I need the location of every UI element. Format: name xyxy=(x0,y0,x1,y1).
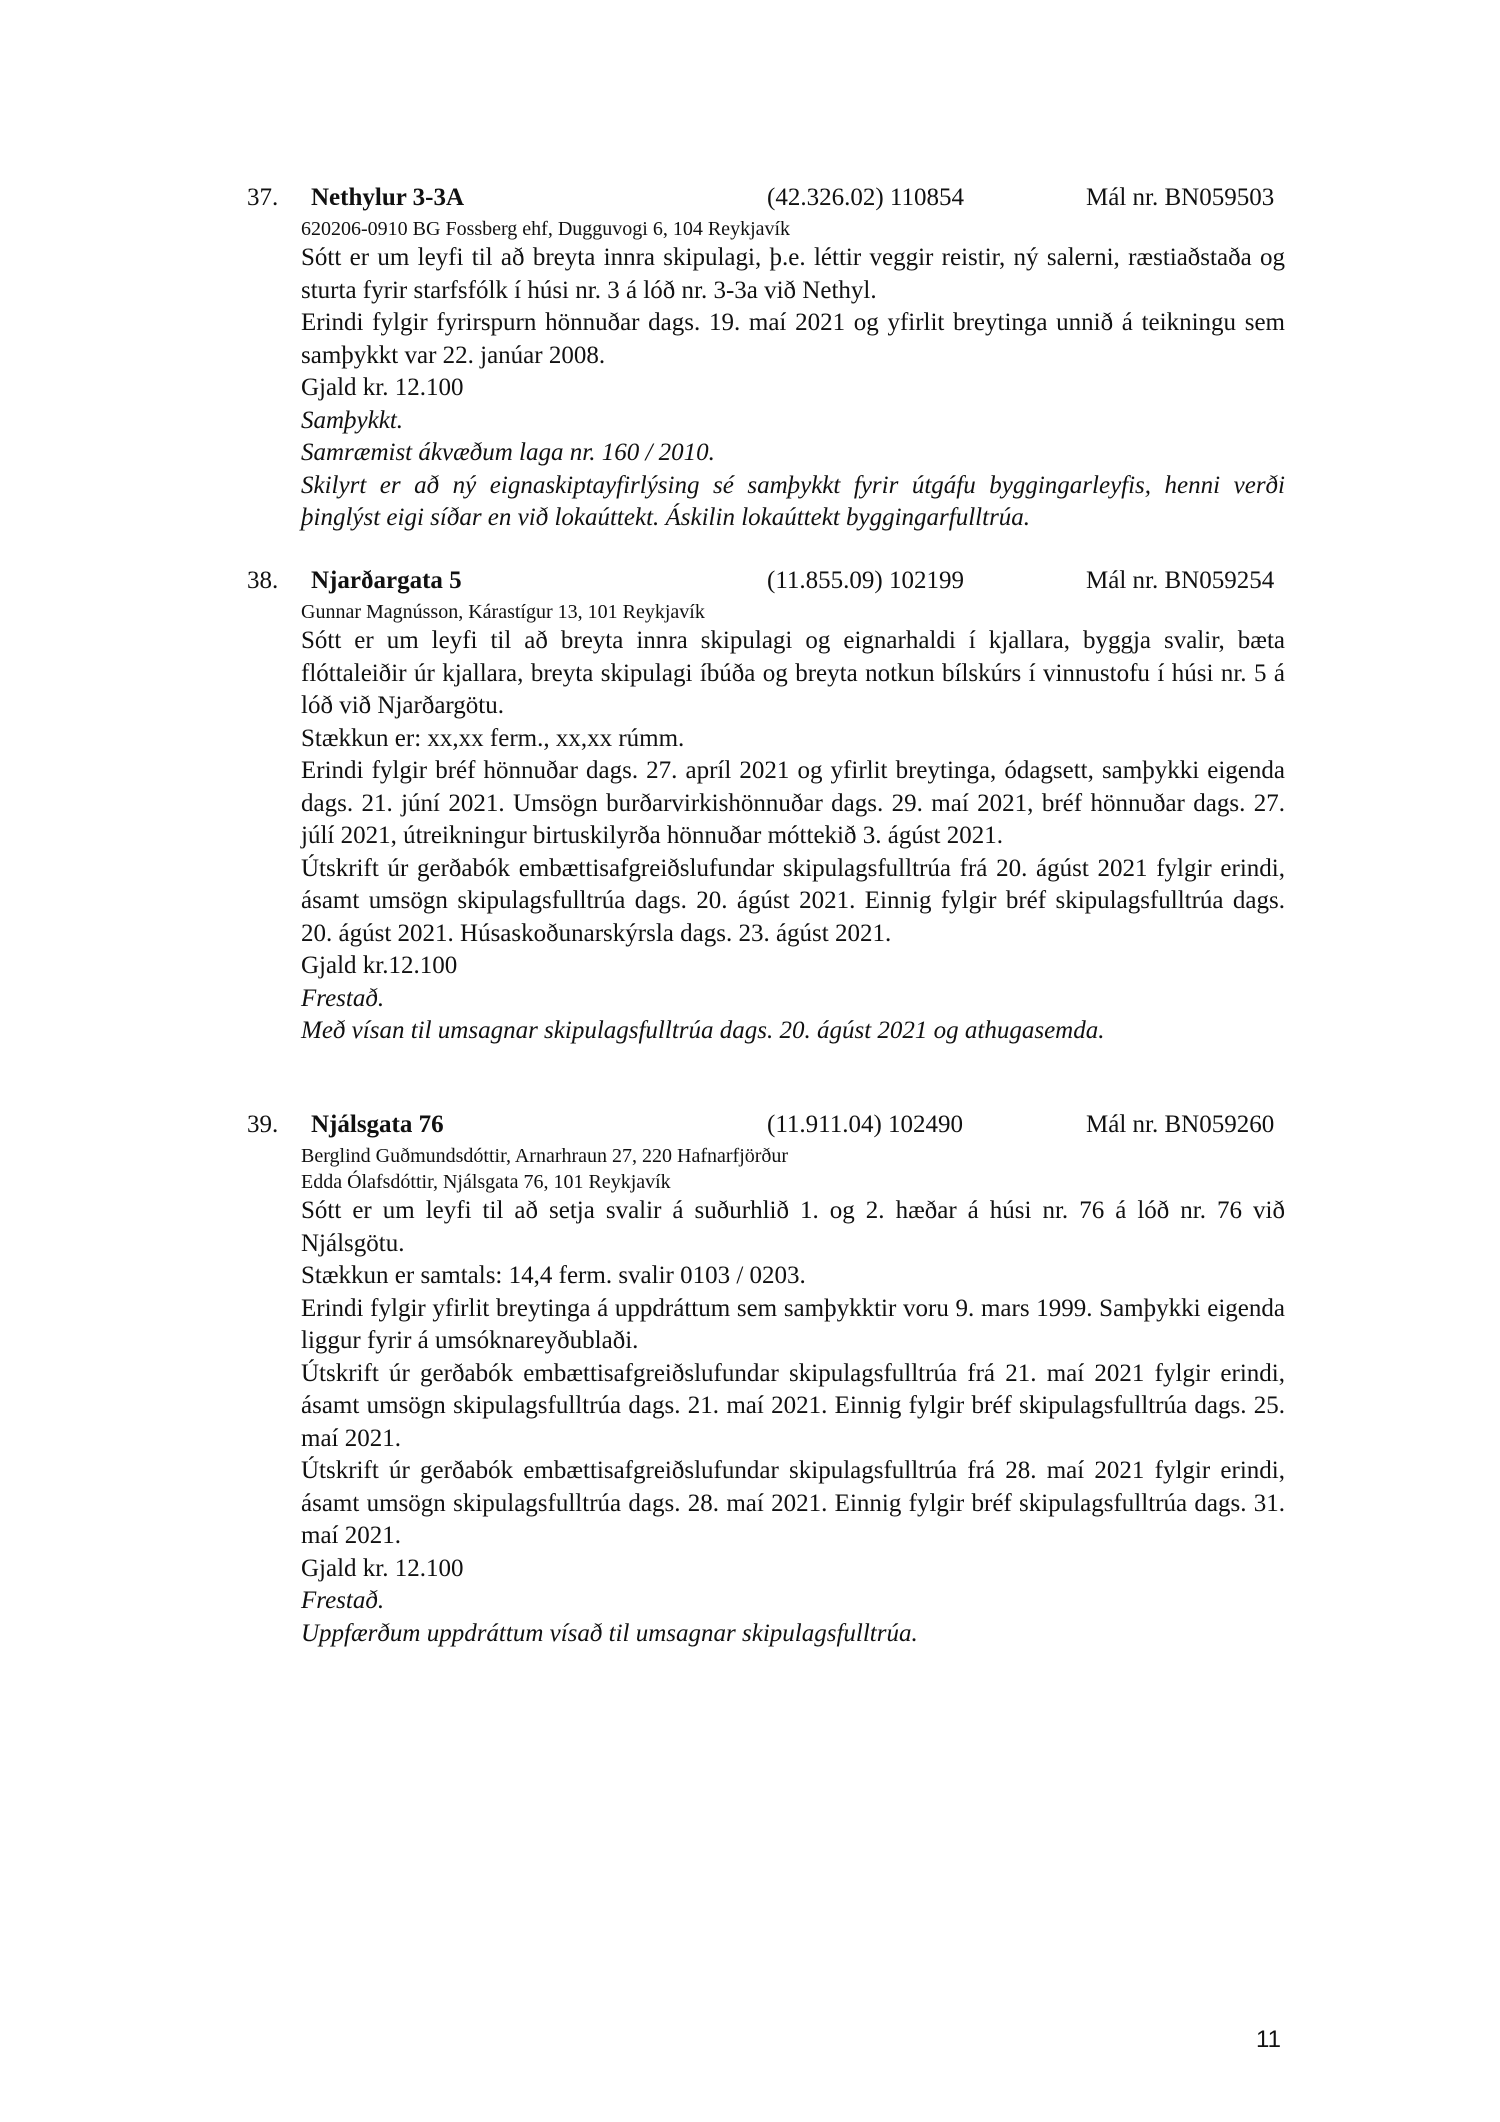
page-number: 11 xyxy=(1256,2026,1281,2053)
decision: Samþykkt. xyxy=(301,406,404,434)
applicant: Gunnar Magnússon, Kárastígur 13, 101 Reykjavík xyxy=(301,601,705,623)
paragraph: Stækkun er samtals: 14,4 ferm. svalir 0103 / 0203. xyxy=(301,1262,806,1289)
paragraph: Útskrift úr gerðabók embættisafgreiðslufundar skipulagsfulltrúa frá 21. maí 2021 fylgir erindi, ásamt umsögn skipulagsfulltrúa dags. 21. maí 2021. Einnig fylgir bréf skipulagsfulltrúa dags. 25. maí 2021. xyxy=(301,1359,1285,1452)
item-number: 39. xyxy=(247,1111,279,1138)
item-number: 38. xyxy=(247,567,279,594)
fee: Gjald kr.12.100 xyxy=(301,952,458,979)
paragraph: Erindi fylgir bréf hönnuðar dags. 27. apríl 2021 og yfirlit breytinga, ódagsett, samþykki eigenda dags. 21. júní 2021. Umsögn burðarvirkishönnuðar dags. 29. maí 2021, bréf hönnuðar dags. 27. júlí 2021, útreikningur birtuskilyrða hönnuðar móttekið 3. ágúst 2021. xyxy=(301,757,1285,849)
paragraph: Stækkun er: xx,xx ferm., xx,xx rúmm. xyxy=(301,724,685,752)
property-code: (11.911.04) 102490 xyxy=(767,1111,964,1138)
decision: Frestað. xyxy=(301,1587,385,1614)
note: Uppfærðum uppdráttum vísað til umsagnar skipulagsfulltrúa. xyxy=(301,1619,918,1647)
paragraph: Sótt er um leyfi til að breyta innra skipulagi og eignarhaldi í kjallara, byggja svalir, bæta flóttaleiðir úr kjallara, breyta skipulagi íbúða og breyta notkun bílskúrs í vinnustofu í húsi nr. 5 á lóð við Njarðargötu. xyxy=(301,627,1285,719)
case-number: Mál nr. BN059260 xyxy=(1086,1111,1275,1138)
fee: Gjald kr. 12.100 xyxy=(301,374,464,401)
item-header xyxy=(0,180,1500,216)
paragraph: Erindi fylgir fyrirspurn hönnuðar dags. 19. maí 2021 og yfirlit breytinga unnið á teikningu sem samþykkt var 22. janúar 2008. xyxy=(301,309,1285,369)
applicant: Berglind Guðmundsdóttir, Arnarhraun 27, 220 Hafnarfjörður xyxy=(301,1145,789,1167)
case-number: Mál nr. BN059254 xyxy=(1086,567,1275,594)
agenda-item-38 xyxy=(0,563,1500,1048)
decision: Frestað. xyxy=(301,984,385,1012)
paragraph: Sótt er um leyfi til að breyta innra skipulagi, þ.e. léttir veggir reistir, ný salerni, ræstiaðstaða og sturta fyrir starfsfólk í húsi nr. 3 á lóð nr. 3-3a við Nethyl. xyxy=(301,244,1285,304)
note: Samræmist ákvæðum laga nr. 160 / 2010. xyxy=(301,439,715,466)
agenda-item-37 xyxy=(0,180,1500,535)
note: Skilyrt er að ný eignaskiptayfirlýsing sé samþykkt fyrir útgáfu byggingarleyfis, henni verði þinglýst eigi síðar en við lokaúttekt. Áskilin lokaúttekt byggingarfulltrúa. xyxy=(301,471,1285,531)
paragraph: Útskrift úr gerðabók embættisafgreiðslufundar skipulagsfulltrúa frá 28. maí 2021 fylgir erindi, ásamt umsögn skipulagsfulltrúa dags. 28. maí 2021. Einnig fylgir bréf skipulagsfulltrúa dags. 31. maí 2021. xyxy=(301,1457,1285,1549)
item-header xyxy=(0,563,1500,599)
fee: Gjald kr. 12.100 xyxy=(301,1554,464,1582)
property-code: (42.326.02) 110854 xyxy=(767,184,964,211)
applicant: 620206-0910 BG Fossberg ehf, Dugguvogi 6, 104 Reykjavík xyxy=(301,218,791,240)
paragraph: Erindi fylgir yfirlit breytinga á uppdráttum sem samþykktir voru 9. mars 1999. Samþykki eigenda liggur fyrir á umsóknareyðublaði. xyxy=(301,1294,1285,1354)
item-number: 37. xyxy=(247,184,279,211)
item-title: Njarðargata 5 xyxy=(311,567,462,594)
paragraph: Sótt er um leyfi til að setja svalir á suðurhlið 1. og 2. hæðar á húsi nr. 76 á lóð nr. 76 við Njálsgötu. xyxy=(301,1197,1285,1257)
applicant: Edda Ólafsdóttir, Njálsgata 76, 101 Reykjavík xyxy=(301,1171,671,1193)
item-header xyxy=(0,1107,1500,1143)
case-number: Mál nr. BN059503 xyxy=(1086,184,1275,211)
item-title: Nethylur 3-3A xyxy=(311,184,465,211)
agenda-item-39 xyxy=(0,1107,1500,1650)
property-code: (11.855.09) 102199 xyxy=(767,567,964,594)
note: Með vísan til umsagnar skipulagsfulltrúa dags. 20. ágúst 2021 og athugasemda. xyxy=(301,1017,1105,1044)
paragraph: Útskrift úr gerðabók embættisafgreiðslufundar skipulagsfulltrúa frá 20. ágúst 2021 fylgir erindi, ásamt umsögn skipulagsfulltrúa dags. 20. ágúst 2021. Einnig fylgir bréf skipulagsfulltrúa dags. 20. ágúst 2021. Húsaskoðunarskýrsla dags. 23. ágúst 2021. xyxy=(301,854,1285,947)
item-title: Njálsgata 76 xyxy=(311,1111,444,1138)
